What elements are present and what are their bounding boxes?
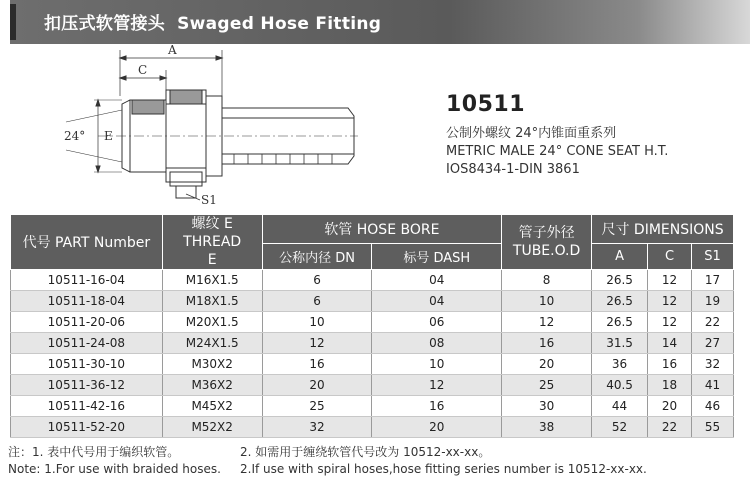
cell-s1: 46 — [691, 396, 733, 417]
table-row — [11, 270, 734, 291]
cell-thread: M30X2 — [162, 354, 262, 375]
note1-en: Note: 1.For use with braided hoses. — [8, 462, 221, 476]
cell-c: 20 — [648, 396, 692, 417]
dim-label-a: A — [168, 44, 177, 57]
cell-dn: 32 — [262, 417, 372, 438]
cell-part: 10511-16-04 — [11, 270, 163, 291]
table-row — [11, 291, 734, 312]
note1-cn: 注：1. 表中代号用于编织软管。 — [8, 445, 180, 459]
cell-s1: 55 — [691, 417, 733, 438]
page-title-en: Swaged Hose Fitting — [177, 14, 382, 34]
cell-s1: 27 — [691, 333, 733, 354]
cell-dn: 12 — [262, 333, 372, 354]
cell-a: 44 — [592, 396, 648, 417]
header-part: 代号 PART Number — [11, 215, 163, 270]
spec-table — [10, 214, 734, 438]
cell-dash: 04 — [372, 270, 502, 291]
cell-tube: 25 — [502, 375, 592, 396]
cell-dash: 20 — [372, 417, 502, 438]
cell-thread: M18X1.5 — [162, 291, 262, 312]
cell-a: 52 — [592, 417, 648, 438]
cell-dash: 06 — [372, 312, 502, 333]
cell-a: 26.5 — [592, 291, 648, 312]
cell-dash: 04 — [372, 291, 502, 312]
cell-s1: 17 — [691, 270, 733, 291]
header-banner — [0, 0, 750, 44]
header-a: A — [592, 243, 648, 269]
header-s1: S1 — [691, 243, 733, 269]
dim-label-e: E — [104, 129, 113, 143]
cell-s1: 19 — [691, 291, 733, 312]
table-row — [11, 354, 734, 375]
cell-thread: M52X2 — [162, 417, 262, 438]
table-row — [11, 312, 734, 333]
cell-a: 36 — [592, 354, 648, 375]
cell-thread: M45X2 — [162, 396, 262, 417]
cell-part: 10511-42-16 — [11, 396, 163, 417]
cell-tube: 12 — [502, 312, 592, 333]
cell-dn: 16 — [262, 354, 372, 375]
cell-c: 12 — [648, 270, 692, 291]
cell-c: 12 — [648, 312, 692, 333]
cell-dn: 6 — [262, 291, 372, 312]
cell-dn: 25 — [262, 396, 372, 417]
cell-tube: 8 — [502, 270, 592, 291]
cell-part: 10511-30-10 — [11, 354, 163, 375]
header-tube — [502, 215, 592, 270]
cell-tube: 16 — [502, 333, 592, 354]
notes-row-en — [8, 461, 748, 478]
cell-a: 26.5 — [592, 270, 648, 291]
table-row — [11, 396, 734, 417]
cell-dash: 12 — [372, 375, 502, 396]
product-desc-en: METRIC MALE 24° CONE SEAT H.T. — [446, 144, 669, 159]
note2-en: 2.If use with spiral hoses,hose fitting series number is 10512-xx-xx. — [240, 462, 647, 476]
cell-tube: 20 — [502, 354, 592, 375]
cell-a: 26.5 — [592, 312, 648, 333]
cell-thread: M24X1.5 — [162, 333, 262, 354]
table-row — [11, 375, 734, 396]
spec-table-body — [11, 270, 734, 438]
cell-c: 14 — [648, 333, 692, 354]
cell-thread: M20X1.5 — [162, 312, 262, 333]
product-desc-cn: 公制外螺纹 24°内锥面重系列 — [446, 126, 617, 141]
page-title-cn: 扣压式软管接头 — [44, 14, 166, 34]
product-code: 10511 — [446, 92, 526, 117]
cell-dn: 10 — [262, 312, 372, 333]
cell-a: 40.5 — [592, 375, 648, 396]
header-thread — [162, 215, 262, 270]
product-standard: IOS8434-1-DIN 3861 — [446, 162, 580, 177]
header-hose-bore: 软管 HOSE BORE — [262, 215, 501, 244]
cell-thread: M36X2 — [162, 375, 262, 396]
cell-tube: 30 — [502, 396, 592, 417]
cell-thread: M16X1.5 — [162, 270, 262, 291]
cell-part: 10511-52-20 — [11, 417, 163, 438]
cell-dash: 08 — [372, 333, 502, 354]
notes — [8, 444, 748, 478]
cell-c: 22 — [648, 417, 692, 438]
dim-label-s1: S1 — [201, 193, 217, 207]
header-dash: 标号 DASH — [372, 243, 502, 269]
cell-dn: 20 — [262, 375, 372, 396]
product-info — [446, 92, 668, 179]
dim-label-c: C — [138, 63, 148, 77]
cell-c: 18 — [648, 375, 692, 396]
header-c: C — [648, 243, 692, 269]
header-accent — [10, 4, 16, 40]
header-dn: 公称内径 DN — [262, 243, 372, 269]
cell-c: 16 — [648, 354, 692, 375]
table-row — [11, 417, 734, 438]
cell-tube: 10 — [502, 291, 592, 312]
cell-s1: 32 — [691, 354, 733, 375]
header-thread-label: 螺纹 E THREAD E — [183, 216, 242, 268]
cell-part: 10511-36-12 — [11, 375, 163, 396]
header-dimensions: 尺寸 DIMENSIONS — [592, 215, 734, 244]
table-row — [11, 333, 734, 354]
header-tube-label: 管子外径 TUBE.O.D — [512, 225, 581, 259]
cell-dash: 16 — [372, 396, 502, 417]
dim-label-angle: 24° — [64, 129, 86, 143]
cell-part: 10511-24-08 — [11, 333, 163, 354]
cell-dash: 10 — [372, 354, 502, 375]
cell-tube: 38 — [502, 417, 592, 438]
note2-cn: 2. 如需用于缠绕软管代号改为 10512-xx-xx。 — [240, 445, 491, 459]
cell-s1: 22 — [691, 312, 733, 333]
cell-part: 10511-20-06 — [11, 312, 163, 333]
cell-dn: 6 — [262, 270, 372, 291]
notes-row-cn — [8, 444, 748, 461]
fitting-drawing — [58, 44, 378, 214]
page-title — [44, 9, 381, 34]
cell-part: 10511-18-04 — [11, 291, 163, 312]
cell-s1: 41 — [691, 375, 733, 396]
cell-c: 12 — [648, 291, 692, 312]
cell-a: 31.5 — [592, 333, 648, 354]
